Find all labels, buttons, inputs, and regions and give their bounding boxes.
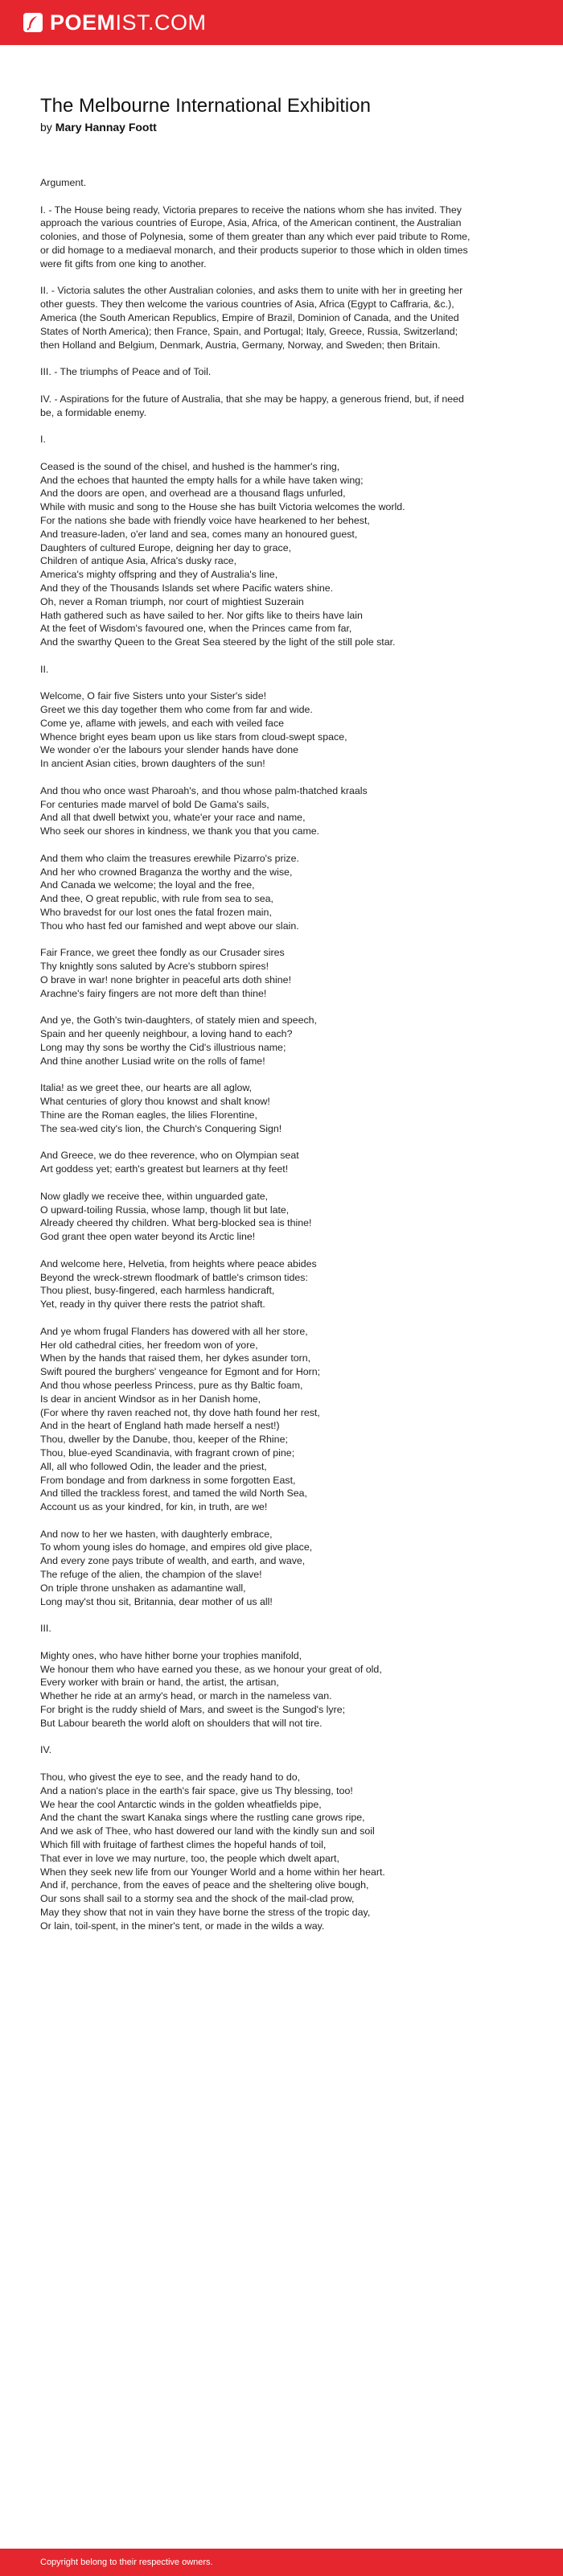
stanza <box>40 1622 479 1636</box>
poem-line: For bright is the ruddy shield of Mars, and sweet is the Sungod's lyre; <box>40 1704 346 1716</box>
stanza <box>40 663 479 677</box>
stanza <box>40 1257 479 1311</box>
poem-line: III. - The triumphs of Peace and of Toil. <box>40 366 212 378</box>
poem-line: And now to her we hasten, with daughterly embrace, <box>40 1528 273 1540</box>
stanza <box>40 176 479 190</box>
stanza <box>40 946 479 1000</box>
logo-wordmark <box>50 10 207 35</box>
stanza <box>40 393 479 420</box>
poem-line: I. <box>40 434 46 446</box>
poem-line: Spain and her queenly neighbour, a loving hand to each? <box>40 1028 293 1040</box>
poem-line: Italia! as we greet thee, our hearts are all aglow, <box>40 1082 253 1094</box>
poem-line: Art goddess yet; earth's greatest but learners at thy feet! <box>40 1163 289 1175</box>
poem-line: Every worker with brain or hand, the artist, the artisan, <box>40 1677 279 1689</box>
poem-line: For the nations she bade with friendly voice have hearkened to her behest, <box>40 514 370 526</box>
stanza <box>40 1014 479 1068</box>
poem-line: Beyond the wreck-strewn floodmark of battle's crimson tides: <box>40 1271 308 1283</box>
poem-line: Argument. <box>40 177 87 188</box>
poem-line: What centuries of glory thou knowst and shalt know! <box>40 1096 270 1108</box>
poem-line: The refuge of the alien, the champion of the slave! <box>40 1569 262 1581</box>
poem-line: Who bravedst for our lost ones the fatal frozen main, <box>40 907 272 919</box>
poem-line: While with music and song to the House she has built Victoria welcomes the world. <box>40 501 405 513</box>
stanza <box>40 1190 479 1244</box>
poem-line: II. - Victoria salutes the other Australian colonies, and asks them to unite with her in greeting her other guests. They then welcome the various countries of Asia, Africa (Egypt to Caffraria, &c.), America (the South American Republics, Empire of Brazil, Dominion of Canada, and the United States of North America); then France, Spain, and Portugal; Italy, Greece, Russia, Switzerland; then Holland and Belgium, Denmark, Austria, Germany, Norway, and Sweden; then Britain. <box>40 285 463 351</box>
poem-line: From bondage and from darkness in some forgotten East, <box>40 1474 296 1486</box>
poem-line: But Labour beareth the world aloft on shoulders that will not tire. <box>40 1717 323 1729</box>
poem-line: I. - The House being ready, Victoria prepares to receive the nations whom she has invited. They approach the various countries of Europe, Asia, Africa, of the American continent, the Australian colonies, and those of Polynesia, some of them greater than any which ever paid tribute to Rome, or did homage to a mediaeval monarch, and their products superior to those which in olden times were fit gifts from one king to another. <box>40 204 471 270</box>
logo-wordmark-part1: POEM <box>50 10 116 35</box>
stanza <box>40 1149 479 1176</box>
stanza <box>40 784 479 838</box>
poem-line: Thou, who givest the eye to see, and the ready hand to do, <box>40 1772 301 1784</box>
byline <box>40 120 157 134</box>
poem-line: In ancient Asian cities, brown daughters of the sun! <box>40 758 265 770</box>
poem-line: And them who claim the treasures erewhile Pizarro's prize. <box>40 852 299 864</box>
poem-line: And the swarthy Queen to the Great Sea steered by the light of the still pole star. <box>40 636 396 648</box>
stanza <box>40 365 479 379</box>
poem-line: And Canada we welcome; the loyal and the free, <box>40 879 255 891</box>
stanza <box>40 460 479 649</box>
poem-line: We honour them who have earned you these, as we honour your great of old, <box>40 1663 382 1675</box>
poem-title: The Melbourne International Exhibition <box>40 95 371 117</box>
stanza <box>40 1528 479 1609</box>
stanza <box>40 689 479 771</box>
poem-line: And treasure-laden, o'er land and sea, comes many an honoured guest, <box>40 528 358 540</box>
poem-line: That ever in love we may nurture, too, the people which dwelt apart, <box>40 1852 339 1864</box>
stanza <box>40 1649 479 1730</box>
poem-line: And every zone pays tribute of wealth, and earth, and wave, <box>40 1555 306 1567</box>
poem-line: And they of the Thousands Islands set where Pacific waters shine. <box>40 582 334 594</box>
poem-line: And if, perchance, from the eaves of peace and the sheltering olive bough, <box>40 1879 369 1891</box>
poem-line: Is dear in ancient Windsor as in her Danish home, <box>40 1393 261 1405</box>
poem-line: Now gladly we receive thee, within unguarded gate, <box>40 1190 269 1202</box>
poem-line: Already cheered thy children. What berg-blocked sea is thine! <box>40 1217 312 1229</box>
poem-line: Long may thy sons be worthy the Cid's illustrious name; <box>40 1042 286 1053</box>
poem-line: God grant thee open water beyond its Arctic line! <box>40 1231 256 1243</box>
poem-line: Thou who hast fed our famished and wept above our slain. <box>40 920 299 932</box>
poem-line: Whether he ride at an army's head, or march in the nameless van. <box>40 1690 332 1702</box>
poem-line: And we ask of Thee, who hast dowered our land with the kindly sun and soil <box>40 1825 375 1837</box>
logo-wordmark-part2: IST.COM <box>115 10 207 35</box>
poem-line: Thou pliest, busy-fingered, each harmless handicraft, <box>40 1285 275 1297</box>
poem-line: (For where thy raven reached not, thy dove hath found her rest, <box>40 1406 320 1418</box>
poem-line: And ye whom frugal Flanders has dowered with all her store, <box>40 1325 308 1337</box>
poem-line: When by the hands that raised them, her dykes asunder torn, <box>40 1352 311 1364</box>
poem-line: May they show that not in vain they have borne the stress of the tropic day, <box>40 1907 371 1918</box>
poem-line: Come ye, aflame with jewels, and each with veiled face <box>40 717 285 729</box>
poem-line: And the chant the swart Kanaka sings where the rustling cane grows ripe, <box>40 1812 365 1824</box>
poem-line: And in the heart of England hath made herself a nest!) <box>40 1420 280 1432</box>
poem-line: IV. <box>40 1744 52 1756</box>
site-header <box>0 0 563 45</box>
poem-line: O upward-toiling Russia, whose lamp, though lit but late, <box>40 1204 290 1216</box>
poem-line: Swift poured the burghers' vengeance for Egmont and for Horn; <box>40 1366 321 1378</box>
poem-line: Daughters of cultured Europe, deigning her day to grace, <box>40 541 292 553</box>
poem-line: And thine another Lusiad write on the rolls of fame! <box>40 1055 265 1067</box>
poem-line: Whence bright eyes beam upon us like stars from cloud-swept space, <box>40 730 347 743</box>
poem-line: America's mighty offspring and they of Australia's line, <box>40 569 278 581</box>
copyright-notice: Copyright belong to their respective owners. <box>40 2557 213 2567</box>
poem-line: Arachne's fairy fingers are not more deft than thine! <box>40 987 267 999</box>
poem-line: And all that dwell betwixt you, whate'er your race and name, <box>40 812 306 824</box>
poem-line: And thou whose peerless Princess, pure as thy Baltic foam, <box>40 1379 303 1391</box>
poem-line: Thou, dweller by the Danube, thou, keeper of the Rhine; <box>40 1434 288 1446</box>
poem-line: And the doors are open, and overhead are a thousand flags unfurled, <box>40 488 346 500</box>
poem-line: When they seek new life from our Younger World and a home within her heart. <box>40 1866 385 1878</box>
poem-line: O brave in war! none brighter in peaceful arts doth shine! <box>40 974 292 986</box>
poem-line: And a nation's place in the earth's fair space, give us Thy blessing, too! <box>40 1784 353 1796</box>
poem-line: We hear the cool Antarctic winds in the golden wheatfields pipe, <box>40 1798 322 1810</box>
author-link[interactable]: Mary Hannay Foott <box>55 121 157 134</box>
feather-icon <box>23 12 43 33</box>
stanza <box>40 1743 479 1757</box>
poem-line: III. <box>40 1623 51 1635</box>
byline-label: by <box>40 121 52 134</box>
poem-line: Long may'st thou sit, Britannia, dear mother of us all! <box>40 1595 273 1607</box>
poem-line: Our sons shall sail to a stormy sea and the shock of the mail-clad prow, <box>40 1893 355 1905</box>
poem-line: For centuries made marvel of bold De Gama's sails, <box>40 798 269 810</box>
stanza <box>40 1081 479 1135</box>
poem-line: Children of antique Asia, Africa's dusky race, <box>40 555 237 567</box>
poem-line: Which fill with fruitage of farthest climes the hopeful hands of toil, <box>40 1839 327 1851</box>
poem-line: And the echoes that haunted the empty halls for a while have taken wing; <box>40 474 364 486</box>
poem-line: Her old cathedral cities, her freedom won of yore, <box>40 1339 258 1351</box>
site-footer <box>0 2549 563 2576</box>
stanza <box>40 284 479 352</box>
stanza <box>40 1771 479 1933</box>
poem-body <box>40 176 479 1946</box>
poem-line: And thou who once wast Pharoah's, and thou whose palm-thatched kraals <box>40 784 368 796</box>
poem-line: Oh, never a Roman triumph, nor court of mightiest Suzerain <box>40 595 304 607</box>
poem-line: Ceased is the sound of the chisel, and hushed is the hammer's ring, <box>40 460 340 472</box>
poem-line: And her who crowned Braganza the worthy and the wise, <box>40 866 293 878</box>
poem-line: Greet we this day together them who come from far and wide. <box>40 704 313 716</box>
poem-line: And ye, the Goth's twin-daughters, of stately mien and speech, <box>40 1014 317 1027</box>
stanza <box>40 433 479 446</box>
poem-line: And welcome here, Helvetia, from heights where peace abides <box>40 1257 317 1269</box>
poem-line: Mighty ones, who have hither borne your trophies manifold, <box>40 1649 302 1661</box>
poem-line: We wonder o'er the labours your slender hands have done <box>40 744 299 756</box>
poem-line: Fair France, we greet thee fondly as our Crusader sires <box>40 947 285 959</box>
stanza <box>40 852 479 933</box>
poem-line: Thou, blue-eyed Scandinavia, with fragrant crown of pine; <box>40 1446 295 1459</box>
poem-line: Account us as your kindred, for kin, in truth, are we! <box>40 1501 268 1513</box>
poem-line: And tilled the trackless forest, and tamed the wild North Sea, <box>40 1488 307 1500</box>
poem-line: All, all who followed Odin, the leader and the priest, <box>40 1460 267 1472</box>
poem-line: To whom young isles do homage, and empires old give place, <box>40 1541 313 1553</box>
poem-line: Thy knightly sons saluted by Acre's stubborn spires! <box>40 961 269 973</box>
poem-line: Or lain, toil-spent, in the miner's tent, or made in the wilds a way. <box>40 1920 325 1932</box>
poem-line: Thine are the Roman eagles, the lilies Florentine, <box>40 1109 257 1121</box>
stanza <box>40 1325 479 1514</box>
poem-line: On triple throne unshaken as adamantine wall, <box>40 1582 246 1594</box>
poem-line: Hath gathered such as have sailed to her. Nor gifts like to theirs have lain <box>40 609 363 621</box>
poem-line: IV. - Aspirations for the future of Australia, that she may be happy, a generous friend, but, if need be, a formidable enemy. <box>40 393 464 418</box>
poem-line: Yet, ready in thy quiver there rests the patriot shaft. <box>40 1298 265 1311</box>
poem-line: And Greece, we do thee reverence, who on Olympian seat <box>40 1150 299 1162</box>
site-logo[interactable] <box>23 10 207 35</box>
poem-line: Who seek our shores in kindness, we thank you that you came. <box>40 825 320 837</box>
poem-line: And thee, O great republic, with rule from sea to sea, <box>40 893 273 905</box>
poem-line: Welcome, O fair five Sisters unto your Sister's side! <box>40 690 267 702</box>
poem-line: The sea-wed city's lion, the Church's Conquering Sign! <box>40 1122 282 1134</box>
poem-line: II. <box>40 663 49 675</box>
poem-line: At the feet of Wisdom's favoured one, when the Princes came from far, <box>40 623 352 635</box>
stanza <box>40 204 479 271</box>
